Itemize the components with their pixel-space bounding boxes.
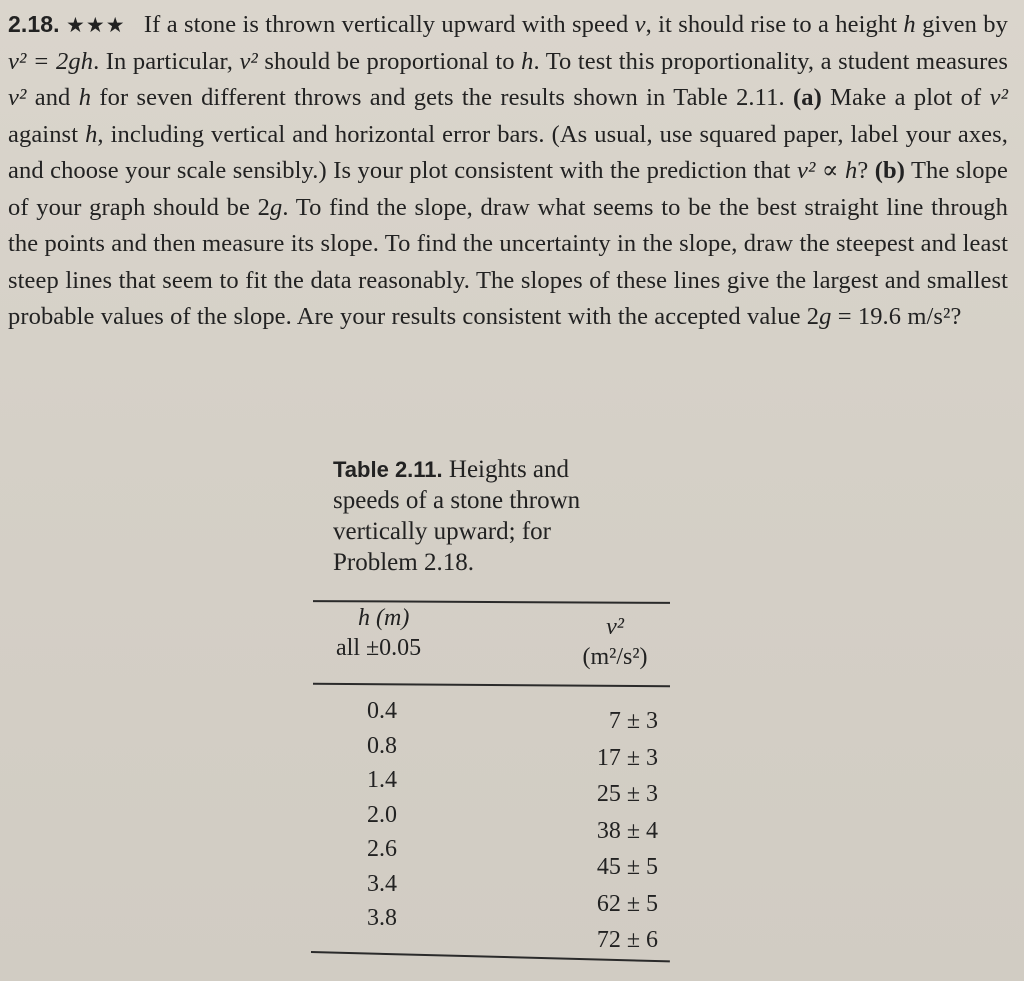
equation-v2-2gh: v² = 2gh <box>8 47 94 75</box>
v-squared-cell: 45 ± 5 <box>596 854 658 880</box>
part-a-label: (a) <box>792 84 822 111</box>
problem-text: given by <box>915 11 1008 38</box>
height-header-note: all ±0.05 <box>336 635 422 661</box>
proportionality-expression: v² ∝ h <box>797 157 858 184</box>
problem-number: 2.18. <box>8 11 60 37</box>
v-squared-cell: 17 ± 3 <box>596 744 658 771</box>
problem-text: , it should rise to a height <box>645 11 904 38</box>
problem-text: If a stone is thrown vertically upward with speed <box>137 11 635 38</box>
v-squared-column <box>548 703 678 959</box>
v-squared-cell: 38 ± 4 <box>596 817 658 844</box>
var-h: h <box>85 120 98 148</box>
problem-text: and <box>26 84 79 111</box>
problem-text: against <box>8 120 86 148</box>
problem-text: The slope of your graph should be 2 <box>8 157 1008 221</box>
table-label: Table 2.11. <box>333 457 443 482</box>
var-h: h <box>521 47 534 75</box>
problem-text: . To find the slope, draw what seems to be the best straight line through the points and then measure its slope. To find the uncertainty in the slope, draw the steepest and least steep lines that seem to fit the data reasonably. The slopes of these lines give the largest and smallest probable values of the slope. Are your results consistent with the accepted value 2 <box>8 193 1008 330</box>
table-header-rule <box>313 683 670 687</box>
part-b-label: (b) <box>874 157 905 184</box>
height-cell: 3.4 <box>367 870 397 897</box>
problem-text: should be proportional to <box>257 47 522 75</box>
v-squared-cell: 62 ± 5 <box>596 890 658 917</box>
height-column <box>367 694 397 936</box>
var-v-squared: v² <box>8 84 27 111</box>
table-caption-text: Heights and speeds of a stone thrown vertically upward; for Problem 2.18. <box>333 456 581 576</box>
height-cell: 1.4 <box>367 767 397 793</box>
problem-text: Make a plot of <box>821 84 990 111</box>
var-v-squared: v² <box>239 47 258 75</box>
var-g: g <box>819 303 832 330</box>
table-caption <box>333 454 633 578</box>
problem-text: ? <box>857 157 875 184</box>
v-squared-cell: 25 ± 3 <box>596 781 658 807</box>
height-cell: 2.0 <box>367 801 397 828</box>
var-v: v <box>634 11 646 38</box>
problem-text: for seven different throws and gets the results shown in Table 2.11. <box>91 84 793 111</box>
problem-text: . To test this proportionality, a student measures <box>533 47 1008 75</box>
var-h: h <box>78 84 92 111</box>
v-squared-header-unit: (m²/s²) <box>582 644 648 670</box>
difficulty-stars: ★★★ <box>65 13 126 37</box>
height-cell: 3.8 <box>367 905 397 931</box>
v-squared-cell: 7 ± 3 <box>608 708 658 734</box>
column-header-height <box>336 603 466 663</box>
v-squared-cell: 72 ± 6 <box>596 927 658 953</box>
var-g: g <box>269 193 283 221</box>
height-cell: 0.8 <box>367 732 397 759</box>
problem-text: , including vertical and horizontal error bars. (As usual, use squared paper, label your axes, and choose your scale sensibly.) Is your plot consistent with the prediction that <box>8 120 1008 184</box>
height-cell: 0.4 <box>367 698 397 724</box>
problem-text: . In particular, <box>93 47 240 75</box>
var-v-squared: v² <box>989 84 1009 111</box>
v-squared-header-symbol: v² <box>606 614 624 640</box>
column-header-v-squared <box>560 612 670 672</box>
var-h: h <box>903 11 916 38</box>
height-cell: 2.6 <box>367 836 397 862</box>
height-header-symbol: h (m) <box>358 605 410 631</box>
problem-text: = 19.6 m/s²? <box>831 303 962 330</box>
problem-2-18 <box>8 6 1008 336</box>
